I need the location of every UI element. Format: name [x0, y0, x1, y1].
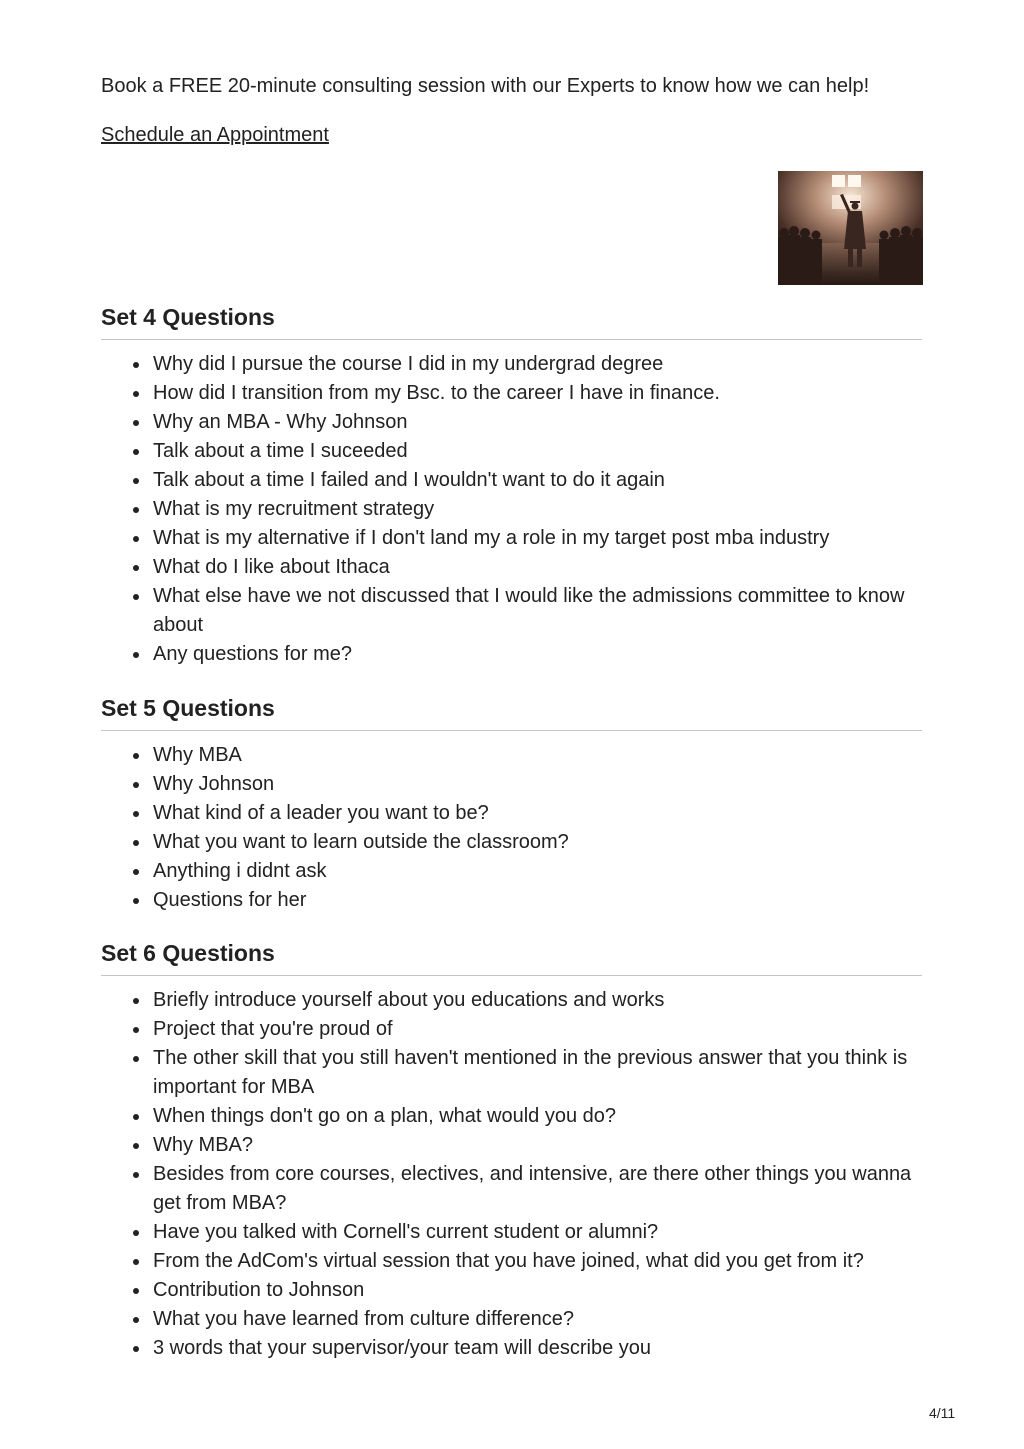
list-item: Contribution to Johnson	[153, 1276, 922, 1305]
set-6-section	[101, 939, 922, 1363]
set-5-question-list	[101, 741, 922, 915]
list-item: What kind of a leader you want to be?	[153, 799, 922, 828]
list-item: What do I like about Ithaca	[153, 553, 922, 582]
list-item: Questions for her	[153, 886, 922, 915]
list-item: How did I transition from my Bsc. to the career I have in finance.	[153, 379, 922, 408]
list-item: What else have we not discussed that I would like the admissions committee to know about	[153, 582, 922, 640]
list-item: 3 words that your supervisor/your team will describe you	[153, 1334, 922, 1363]
list-item: Have you talked with Cornell's current student or alumni?	[153, 1218, 922, 1247]
list-item: Anything i didnt ask	[153, 857, 922, 886]
list-item: What is my recruitment strategy	[153, 495, 922, 524]
list-item: Why MBA?	[153, 1131, 922, 1160]
schedule-appointment-link[interactable]: Schedule an Appointment	[101, 124, 329, 146]
list-item: Why Johnson	[153, 770, 922, 799]
graduate-photo	[778, 171, 923, 285]
list-item: When things don't go on a plan, what would you do?	[153, 1102, 922, 1131]
set-4-question-list	[101, 350, 922, 669]
list-item: What you want to learn outside the classroom?	[153, 828, 922, 857]
list-item: Why did I pursue the course I did in my undergrad degree	[153, 350, 922, 379]
set-4-section	[101, 303, 922, 669]
set-6-question-list	[101, 986, 922, 1363]
list-item: The other skill that you still haven't mentioned in the previous answer that you think is important for MBA	[153, 1044, 922, 1102]
set-6-heading: Set 6 Questions	[101, 939, 922, 976]
list-item: Project that you're proud of	[153, 1015, 922, 1044]
list-item: Why an MBA - Why Johnson	[153, 408, 922, 437]
list-item: What you have learned from culture difference?	[153, 1305, 922, 1334]
list-item: Talk about a time I failed and I wouldn't want to do it again	[153, 466, 922, 495]
set-5-section	[101, 694, 922, 915]
list-item: From the AdCom's virtual session that you have joined, what did you get from it?	[153, 1247, 922, 1276]
list-item: What is my alternative if I don't land my a role in my target post mba industry	[153, 524, 922, 553]
intro-text: Book a FREE 20-minute consulting session with our Experts to know how we can help!	[101, 75, 870, 97]
list-item: Talk about a time I suceeded	[153, 437, 922, 466]
page-number: 4/11	[929, 1405, 956, 1421]
set-4-heading: Set 4 Questions	[101, 303, 922, 340]
list-item: Besides from core courses, electives, and intensive, are there other things you wanna get from MBA?	[153, 1160, 922, 1218]
list-item: Any questions for me?	[153, 640, 922, 669]
list-item: Briefly introduce yourself about you educations and works	[153, 986, 922, 1015]
set-5-heading: Set 5 Questions	[101, 694, 922, 731]
list-item: Why MBA	[153, 741, 922, 770]
